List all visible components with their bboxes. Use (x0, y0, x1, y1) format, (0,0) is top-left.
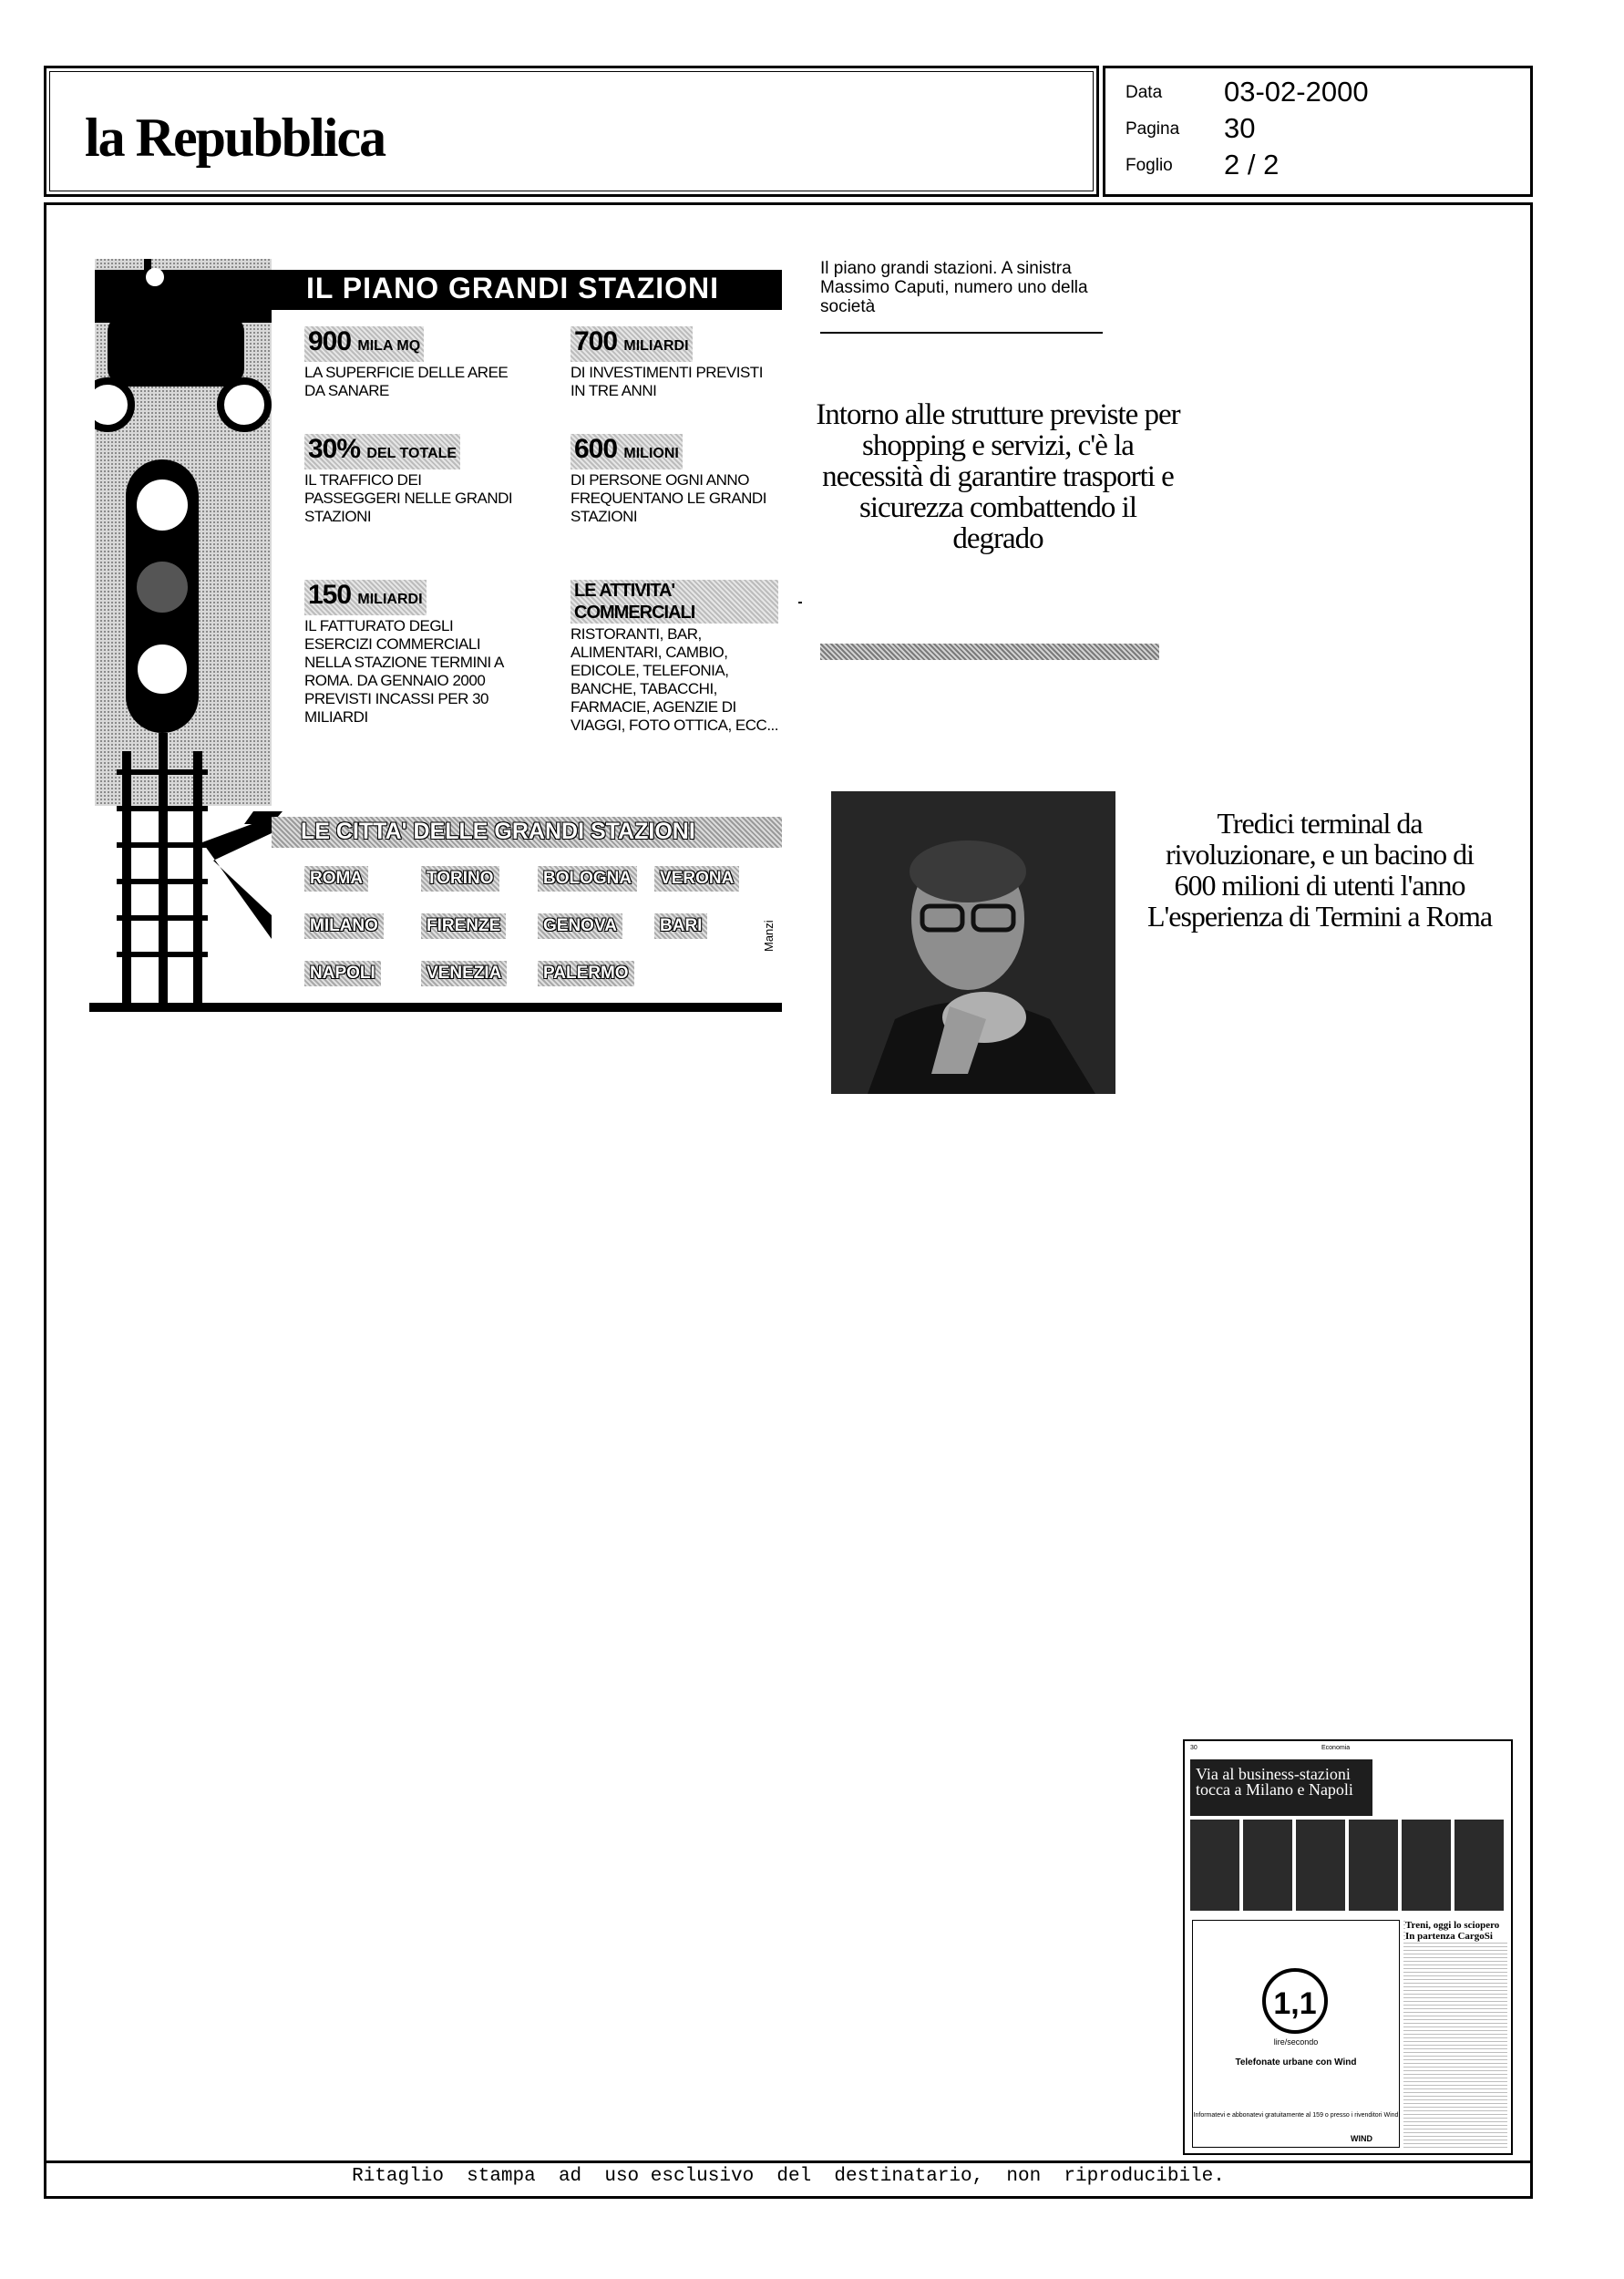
meta-label: Data (1125, 83, 1163, 102)
thumb-ad-number: 1,1 (1262, 1968, 1328, 2034)
stat-description: RISTORANTI, BAR, ALIMENTARI, CAMBIO, EDICOLE, TELEFONIA, BANCHE, TABACCHI, FARMACIE, AGENZIE DI VIAGGI, FOTO OTTICA, ECC... (570, 625, 778, 734)
stat-number: 600 (574, 434, 618, 464)
stat-number: 900 (308, 326, 352, 356)
stat-description: IL FATTURATO DEGLI ESERCIZI COMMERCIALI NELLA STAZIONE TERMINI A ROMA. DA GENNAIO 2000 PREVISTI INCASSI PER 30 MILIARDI (304, 617, 503, 726)
city-label: FIRENZE (421, 913, 506, 939)
thumb-headline: Via al business-stazioni tocca a Milano e Napoli (1196, 1765, 1353, 1799)
page-thumbnail (1183, 1739, 1513, 2155)
pull-quote-bottom: Tredici terminal da rivoluzionare, e un bacino di 600 milioni di utenti l'anno L'esperienza di Termini a Roma (1146, 807, 1493, 933)
thumb-photo-strip (1190, 1820, 1507, 1911)
stat-area (304, 326, 514, 400)
meta-value: 03-02-2000 (1224, 76, 1369, 108)
stat-investments (570, 326, 778, 400)
meta-label: Pagina (1125, 119, 1180, 139)
city-label: VENEZIA (421, 961, 507, 986)
stat-number: 700 (574, 326, 618, 356)
meta-label: Foglio (1125, 156, 1173, 175)
city-label: PALERMO (538, 961, 634, 986)
stat-figure (570, 434, 683, 469)
thumb-ad-line: Telefonate urbane con Wind (1235, 2057, 1357, 2068)
city-label: MILANO (304, 913, 384, 939)
metadata-box (1103, 66, 1533, 197)
stat-unit: LE ATTIVITA' COMMERCIALI (574, 581, 695, 623)
portrait-photo (831, 791, 1115, 1094)
stat-description: LA SUPERFICIE DELLE AREE DA SANARE (304, 364, 509, 399)
stat-revenue (304, 580, 514, 727)
newspaper-masthead: la Repubblica (85, 108, 385, 168)
caption-rule (820, 332, 1103, 334)
stat-figure (570, 580, 778, 624)
thumb-ad-brand: WIND (1351, 2134, 1372, 2143)
footer-rule (44, 2160, 1533, 2163)
masthead-box (44, 66, 1099, 197)
stat-unit: MILA MQ (357, 338, 421, 354)
stat-figure (570, 326, 693, 362)
city-label: TORINO (421, 866, 499, 892)
footer-notice: Ritaglio stampa ad uso esclusivo del destinatario, non riproducibile. (352, 2166, 1225, 2187)
portrait-silhouette (831, 791, 1115, 1094)
meta-value: 2 / 2 (1224, 149, 1280, 180)
stat-figure (304, 326, 424, 362)
city-label: BOLOGNA (538, 866, 637, 892)
meta-value: 30 (1224, 112, 1256, 144)
stat-figure (304, 434, 460, 469)
stat-traffic (304, 434, 514, 526)
stat-description: DI PERSONE OGNI ANNO FREQUENTANO LE GRANDI STAZIONI (570, 471, 766, 525)
stat-figure (304, 580, 427, 615)
graphic-credit: Manzi (762, 920, 776, 952)
thumb-page-number: 30 (1190, 1745, 1197, 1751)
city-label: NAPOLI (304, 961, 381, 986)
infographic-baseline (89, 1003, 782, 1012)
stat-passengers (570, 434, 778, 526)
stat-unit: DEL TOTALE (366, 446, 457, 461)
stat-unit: MILIONI (623, 446, 679, 461)
thumb-ad-sub: lire/secondo (1273, 2037, 1319, 2047)
stray-mark (798, 602, 802, 603)
stat-unit: MILIARDI (623, 338, 689, 354)
city-label: ROMA (304, 866, 368, 892)
city-label: VERONA (654, 866, 739, 892)
thumb-section: Economia (1321, 1745, 1351, 1751)
stat-number: 30% (308, 434, 361, 464)
thumb-side-headline: Treni, oggi lo sciopero In partenza CargoSi (1405, 1920, 1507, 1942)
cities-title: LE CITTA' DELLE GRANDI STAZIONI (301, 819, 695, 844)
stat-unit: MILIARDI (357, 592, 423, 607)
infographic-title: IL PIANO GRANDI STAZIONI (306, 272, 720, 304)
photo-caption: Il piano grandi stazioni. A sinistra Massimo Caputi, numero uno della società (820, 259, 1088, 316)
city-label: BARI (654, 913, 707, 939)
thumb-advert (1192, 1920, 1400, 2148)
city-label: GENOVA (538, 913, 622, 939)
stat-number: 150 (308, 580, 352, 610)
thumb-text-column (1403, 1920, 1507, 2148)
stat-description: IL TRAFFICO DEI PASSEGGERI NELLE GRANDI STAZIONI (304, 471, 513, 525)
pull-quote-top: Intorno alle strutture previste per shopping e servizi, c'è la necessità di garantire trasporti e sicurezza combattendo il degrado (816, 398, 1180, 555)
stat-commercial-activities (570, 580, 778, 735)
stat-description: DI INVESTIMENTI PREVISTI IN TRE ANNI (570, 364, 763, 399)
infographic (89, 259, 782, 1016)
thumb-ad-line2: Informatevi e abbonatevi gratuitamente al 159 o presso i rivenditori Wind (1193, 2112, 1399, 2119)
hatched-divider (820, 644, 1159, 660)
